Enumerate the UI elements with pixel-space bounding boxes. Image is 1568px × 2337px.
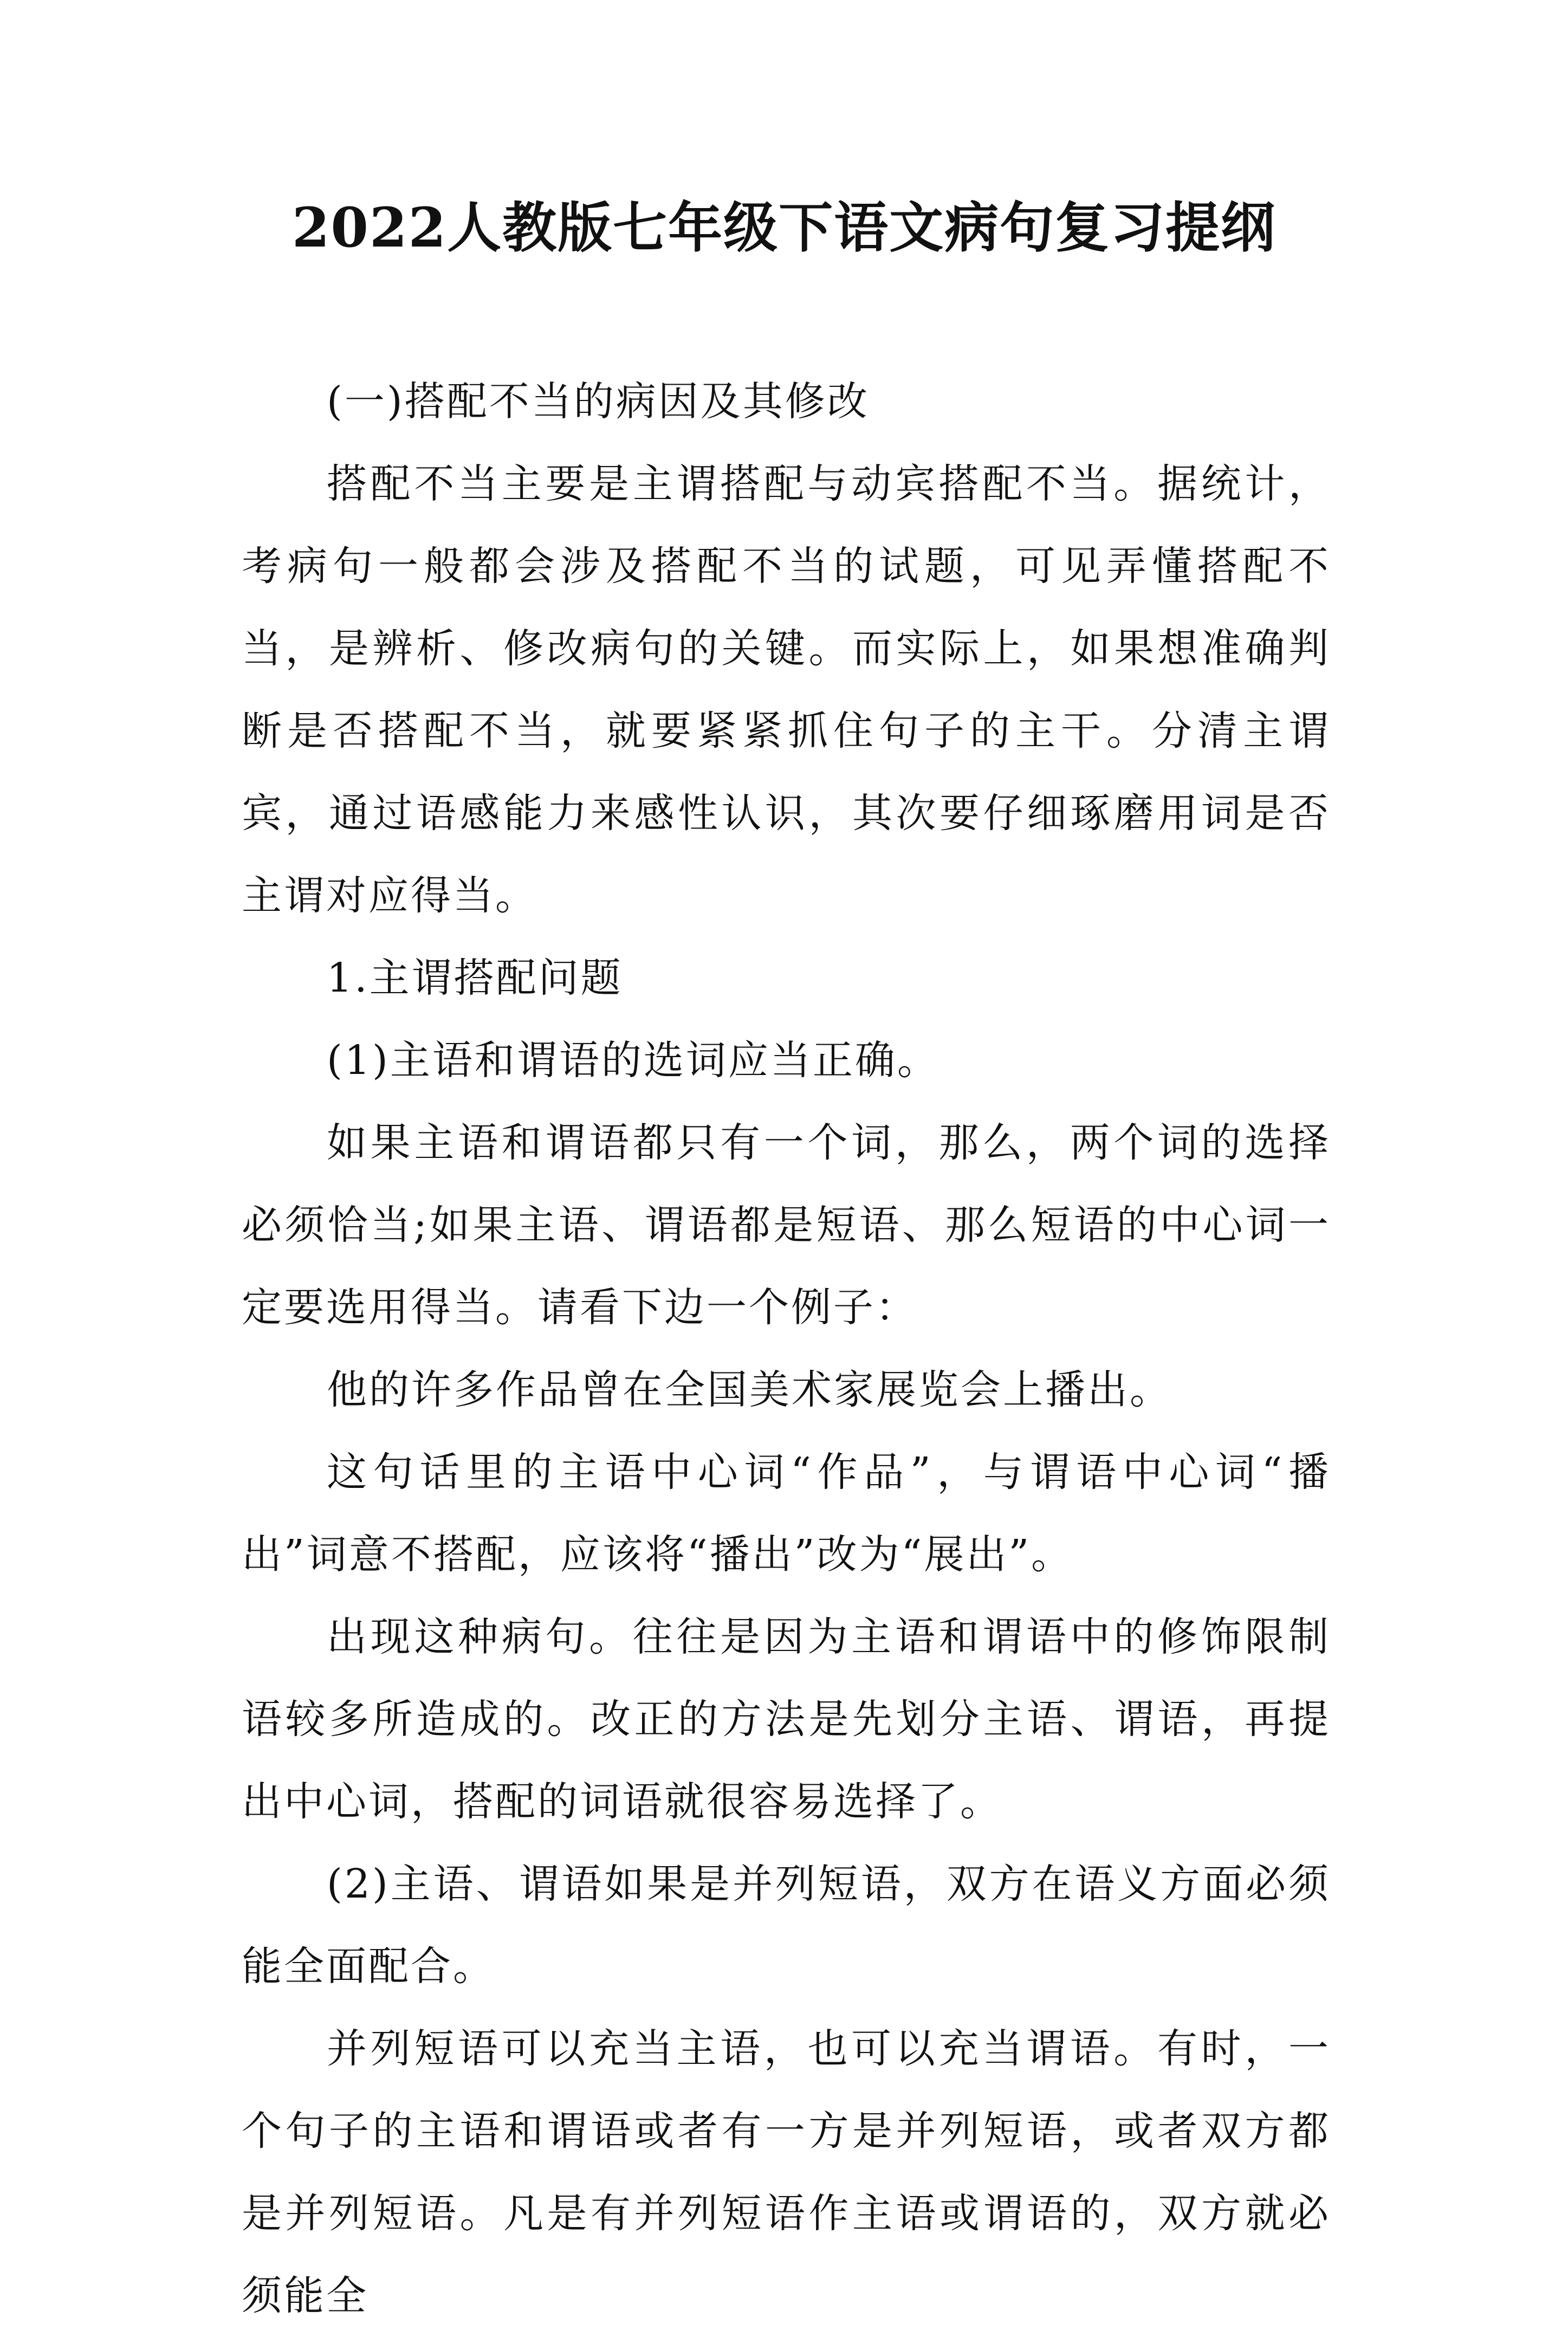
document-title: 2022人教版七年级下语文病句复习提纲 <box>291 196 1277 260</box>
subsection-item: (1)主语和谓语的选词应当正确。 <box>327 1037 939 1084</box>
example-sentence: 他的许多作品曾在全国美术家展览会上播出。 <box>327 1367 1172 1413</box>
subsection-item: (2)主语、谓语如果是并列短语，双方在语义方面必须能全面配合。 <box>242 1861 1331 1990</box>
body-paragraph: 这句话里的主语中心词“作品”，与谓语中心词“播出”词意不搭配，应该将“播出”改为“展出”。 <box>242 1449 1331 1578</box>
body-paragraph: 搭配不当主要是主谓搭配与动宾搭配不当。据统计，考病句一般都会涉及搭配不当的试题，可见弄懂搭配不当，是辨析、修改病句的关键。而实际上，如果想准确判断是否搭配不当，就要紧紧抓住句子的主干。分清主谓宾，通过语感能力来感性认识，其次要仔细琢磨用词是否主谓对应得当。 <box>242 461 1331 919</box>
section-heading: (一)搭配不当的病因及其修改 <box>327 378 870 425</box>
body-paragraph: 并列短语可以充当主语，也可以充当谓语。有时，一个句子的主语和谓语或者有一方是并列短语，或者双方都是并列短语。凡是有并列短语作主语或谓语的，双方就必须能全 <box>242 2025 1331 2319</box>
body-paragraph: 如果主语和谓语都只有一个词，那么，两个词的选择必须恰当;如果主语、谓语都是短语、那么短语的中心词一定要选用得当。请看下边一个例子： <box>242 1119 1331 1331</box>
subsection-heading: 1.主谓搭配问题 <box>327 955 623 1001</box>
body-paragraph: 出现这种病句。往往是因为主语和谓语中的修饰限制语较多所造成的。改正的方法是先划分主语、谓语，再提出中心词，搭配的词语就很容易选择了。 <box>242 1614 1331 1825</box>
document-body <box>242 360 1331 2337</box>
